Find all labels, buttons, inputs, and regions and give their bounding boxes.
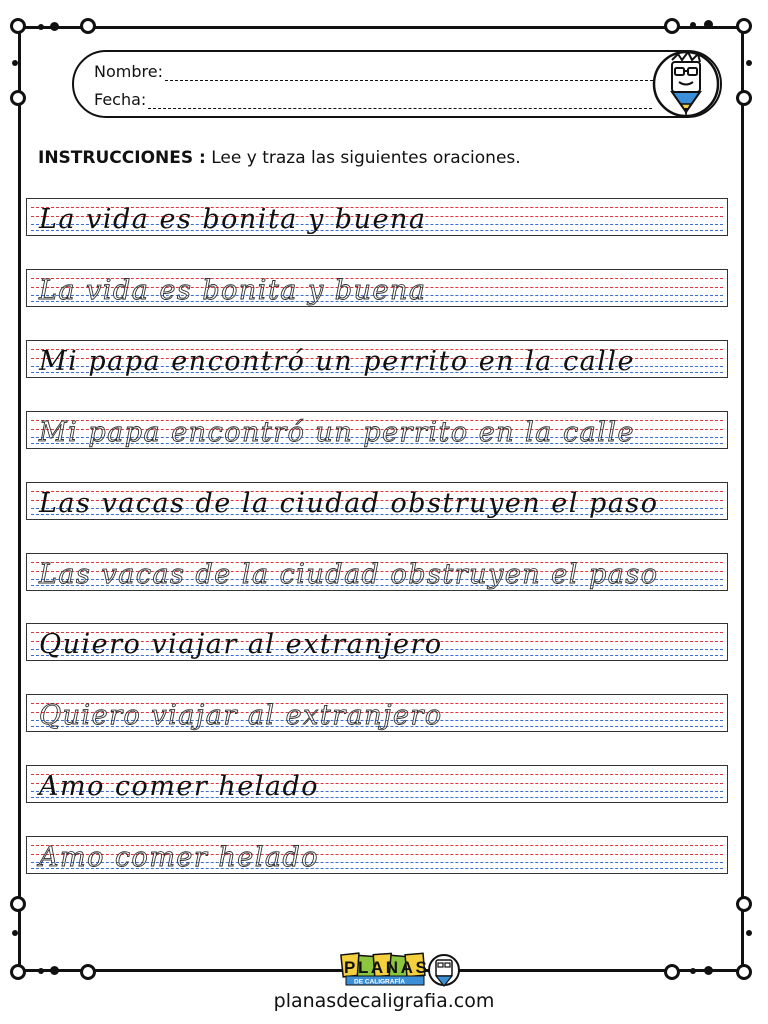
instructions (38, 148, 521, 168)
frame-ring (10, 896, 26, 912)
model-sentence: Amo comer helado (39, 771, 320, 802)
logo-text: PLANAS (344, 958, 430, 977)
frame-dot (690, 968, 696, 974)
frame-dot (12, 60, 18, 66)
frame-ring (80, 964, 96, 980)
website-url[interactable]: planasdecaligrafia.com (273, 990, 495, 1012)
frame-dot (38, 968, 44, 974)
practice-line[interactable] (26, 482, 728, 520)
frame-dot (38, 24, 44, 30)
practice-line[interactable] (26, 765, 728, 803)
frame-dot (50, 22, 59, 31)
date-field-row (94, 90, 652, 109)
frame-dot (746, 60, 752, 66)
instructions-label: INSTRUCCIONES : (38, 148, 206, 168)
trace-sentence: La vida es bonita y buena (39, 275, 427, 306)
frame-dot (704, 966, 713, 975)
practice-line[interactable] (26, 623, 728, 661)
name-label: Nombre: (94, 62, 163, 81)
frame-ring (10, 18, 26, 34)
frame-ring (10, 90, 26, 106)
date-field[interactable] (148, 94, 652, 109)
model-sentence: Mi papa encontró un perrito en la calle (39, 346, 635, 377)
practice-line[interactable] (26, 340, 728, 378)
trace-sentence: Quiero viajar al extranjero (39, 700, 443, 731)
frame-ring (10, 964, 26, 980)
frame-dot (746, 930, 752, 936)
frame-ring (80, 18, 96, 34)
frame-dot (704, 20, 713, 29)
practice-line[interactable] (26, 694, 728, 732)
trace-sentence: Mi papa encontró un perrito en la calle (39, 417, 635, 448)
pencil-mascot-icon (650, 46, 722, 126)
instructions-text: Lee y traza las siguientes oraciones. (211, 148, 521, 168)
frame-ring (736, 90, 752, 106)
frame-ring (736, 18, 752, 34)
frame-ring (736, 896, 752, 912)
practice-line[interactable] (26, 269, 728, 307)
model-sentence: Quiero viajar al extranjero (39, 629, 443, 660)
frame-dot (690, 22, 696, 28)
practice-line[interactable] (26, 836, 728, 874)
practice-line[interactable] (26, 411, 728, 449)
frame-ring (664, 18, 680, 34)
frame-dot (50, 966, 59, 975)
frame-dot (12, 930, 18, 936)
date-label: Fecha: (94, 90, 147, 109)
frame-ring (664, 964, 680, 980)
logo-lettering (340, 950, 430, 990)
frame-ring (736, 964, 752, 980)
header-box (72, 50, 722, 118)
name-field-row (94, 62, 653, 81)
name-field[interactable] (165, 66, 653, 81)
logo-subtext: DE CALIGRAFÍA (354, 978, 405, 986)
practice-line[interactable] (26, 198, 728, 236)
practice-line[interactable] (26, 553, 728, 591)
model-sentence: Las vacas de la ciudad obstruyen el paso (39, 488, 659, 519)
trace-sentence: Las vacas de la ciudad obstruyen el paso (39, 559, 659, 590)
trace-sentence: Amo comer helado (39, 842, 320, 873)
model-sentence: La vida es bonita y buena (39, 204, 427, 235)
